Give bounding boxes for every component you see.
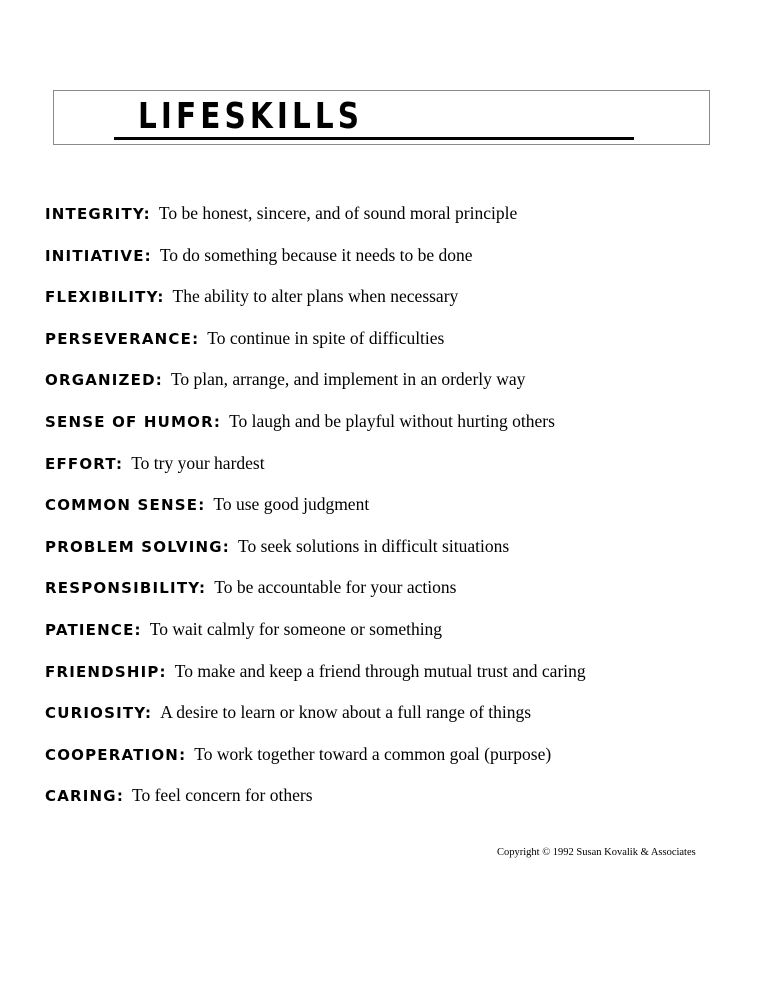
skill-definition: A desire to learn or know about a full range of things [160,702,532,723]
skill-item [45,410,555,433]
skill-term: PERSEVERANCE: [45,329,200,348]
skill-term: FRIENDSHIP: [45,662,167,681]
skill-definition: To be accountable for your actions [214,577,457,598]
skill-definition: To do something because it needs to be done [159,244,473,265]
skill-definition: To continue in spite of difficulties [207,327,445,348]
skill-definition: The ability to alter plans when necessary [172,286,459,307]
skill-definition: To work together toward a common goal (purpose) [194,743,552,764]
skill-definition: To wait calmly for someone or something [149,619,443,639]
skill-item [45,202,517,225]
skill-definition: To laugh and be playful without hurting others [229,411,555,431]
skill-item [45,618,442,641]
skill-definition: To be honest, sincere, and of sound moral principle [158,203,518,223]
skill-definition: To try your hardest [131,452,265,473]
title-underline [114,137,634,140]
skill-definition: To feel concern for others [132,785,313,806]
skill-term: FLEXIBILITY: [45,288,165,307]
skill-term: PATIENCE: [45,621,142,639]
skill-item [45,493,369,516]
copyright-notice: Copyright © 1992 Susan Kovalik & Associates [497,847,696,858]
skill-term: CURIOSITY: [45,704,153,723]
skill-item [45,743,551,766]
skill-term: EFFORT: [45,454,124,473]
skill-item [45,368,525,391]
skill-item [45,660,586,683]
skill-item [45,576,456,599]
skill-definition: To seek solutions in difficult situations [237,535,510,556]
skill-term: SENSE OF HUMOR: [45,413,222,431]
title-box [53,90,710,145]
skill-item [45,285,458,308]
skill-item [45,784,313,807]
page-title: LIFESKILLS [138,96,364,137]
skill-item [45,244,473,267]
skill-term: COMMON SENSE: [45,496,206,515]
skill-item [45,701,531,724]
skill-definition: To use good judgment [213,494,370,515]
skill-term: CARING: [45,787,125,806]
skill-item [45,452,265,475]
skill-definition: To plan, arrange, and implement in an orderly way [170,369,526,390]
skill-term: INTEGRITY: [45,205,151,223]
skill-term: PROBLEM SOLVING: [45,537,230,556]
skill-definition: To make and keep a friend through mutual trust and caring [174,660,586,681]
skill-term: COOPERATION: [45,745,187,764]
skill-term: INITIATIVE: [45,246,152,265]
skill-term: ORGANIZED: [45,371,163,390]
skill-term: RESPONSIBILITY: [45,579,207,598]
skill-item [45,535,509,558]
skill-item [45,327,444,350]
